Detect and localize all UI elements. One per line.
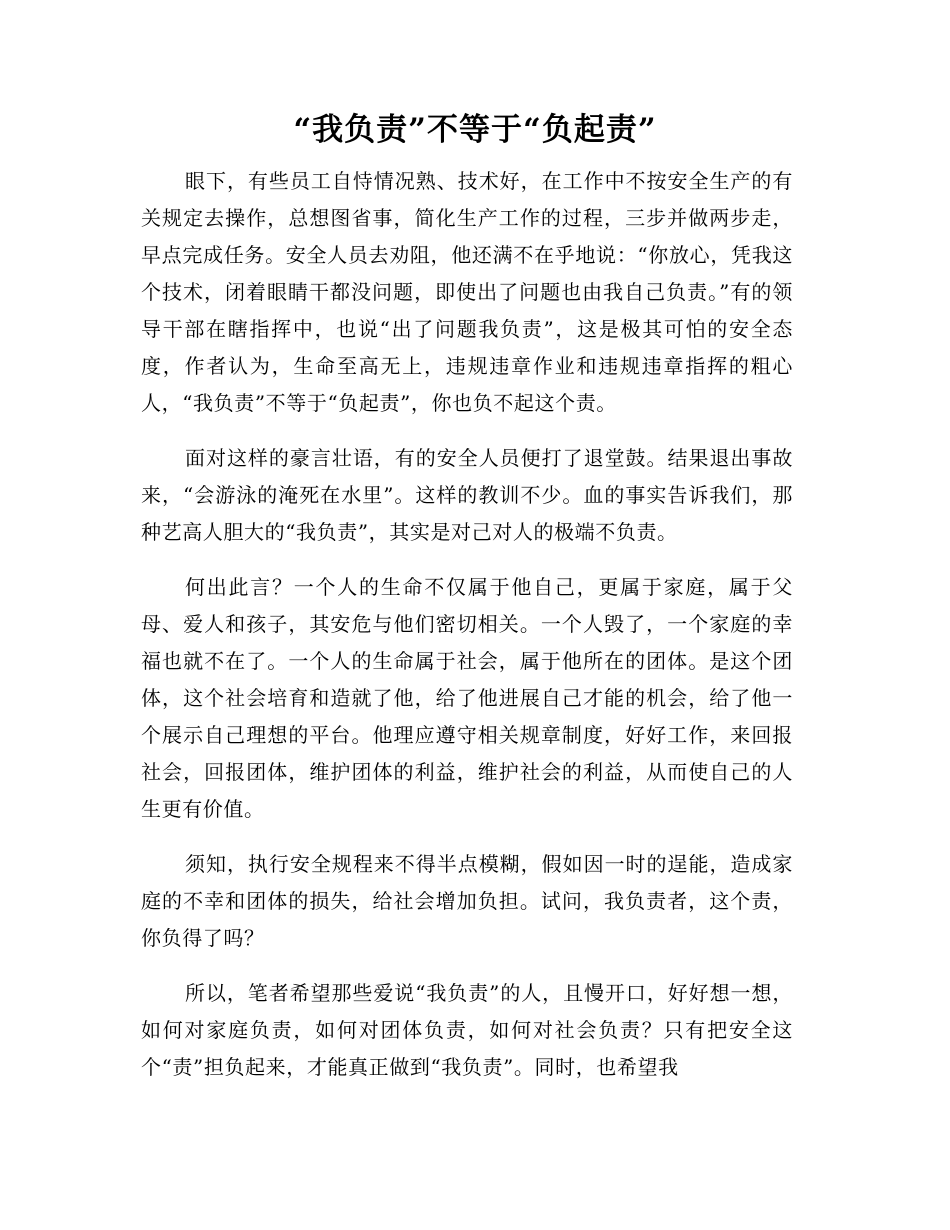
paragraph-4: 须知，执行安全规程来不得半点模糊，假如因一时的逞能，造成家庭的不幸和团体的损失，给社会增加负担。试问，我负责者，这个责，你负得了吗？ <box>141 852 793 950</box>
paragraph-2: 面对这样的豪言壮语，有的安全人员便打了退堂鼓。结果退出事故来，“会游泳的淹死在水里”。这样的教训不少。血的事实告诉我们，那种艺高人胆大的“我负责”，其实是对己对人的极端不负责。 <box>141 446 793 544</box>
document-body <box>141 163 793 1104</box>
paragraph-3: 何出此言？一个人的生命不仅属于他自己，更属于家庭，属于父母、爱人和孩子，其安危与他们密切相关。一个人毁了，一个家庭的幸福也就不在了。一个人的生命属于社会，属于他所在的团体。是这个团体，这个社会培育和造就了他，给了他进展自己才能的机会，给了他一个展示自己理想的平台。他理应遵守相关规章制度，好好工作，来回报社会，回报团体，维护团体的利益，维护社会的利益，从而使自己的人生更有价值。 <box>141 575 793 821</box>
document-title: “我负责”不等于“负起责” <box>293 112 657 148</box>
paragraph-5: 所以，笔者希望那些爱说“我负责”的人，且慢开口，好好想一想，如何对家庭负责，如何对团体负责，如何对社会负责？只有把安全这个“责”担负起来，才能真正做到“我负责”。同时，也希望我 <box>141 981 793 1079</box>
paragraph-1: 眼下，有些员工自恃情况熟、技术好，在工作中不按安全生产的有关规定去操作，总想图省事，简化生产工作的过程，三步并做两步走，早点完成任务。安全人员去劝阻，他还满不在乎地说：“你放心，凭我这个技术，闭着眼睛干都没问题，即使出了问题也由我自己负责。”有的领导干部在瞎指挥中，也说“出了问题我负责”，这是极其可怕的安全态度，作者认为，生命至高无上，违规违章作业和违规违章指挥的粗心人，“我负责”不等于“负起责”，你也负不起这个责。 <box>141 169 793 415</box>
